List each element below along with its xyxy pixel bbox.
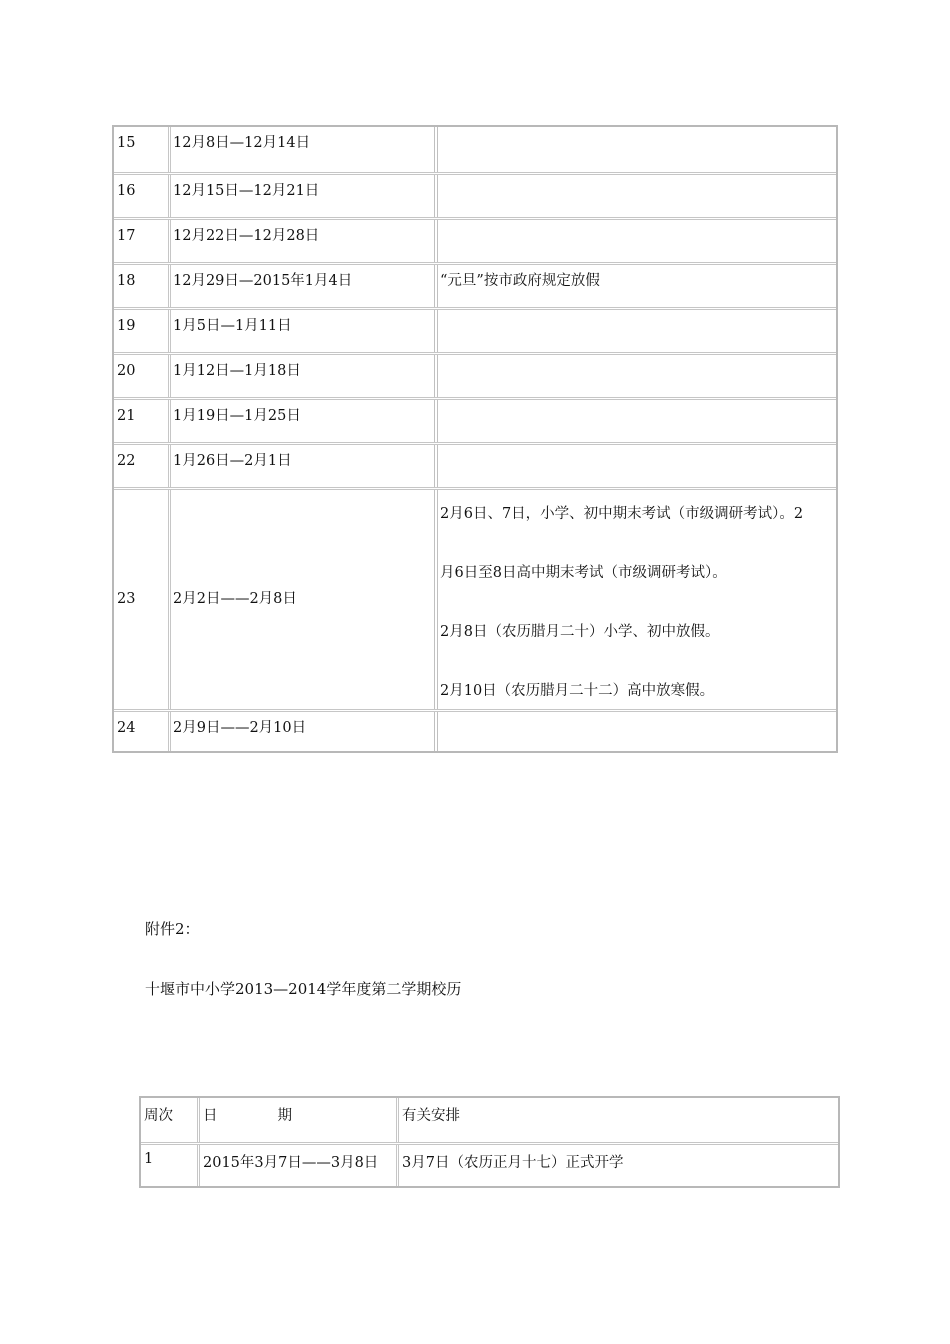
arrangement-cell: [438, 400, 836, 442]
week-number-cell: 1: [141, 1145, 200, 1186]
calendar-table-first-semester: [112, 125, 838, 753]
table-row: [114, 127, 836, 172]
week-number-cell: 21: [114, 400, 171, 442]
arrangement-line: 月6日至8日高中期末考试（市级调研考试）。: [440, 565, 727, 581]
table-row: [114, 397, 836, 442]
date-range-cell: 1月26日—2月1日: [171, 445, 438, 487]
arrangement-cell: [438, 712, 836, 751]
table-row: [114, 217, 836, 262]
appendix-label: 附件2：: [145, 920, 200, 938]
arrangement-line: 2月8日（农历腊月二十）小学、初中放假。: [440, 624, 720, 640]
arrangement-cell: [438, 127, 836, 172]
week-number-cell: 24: [114, 712, 171, 751]
date-range-cell: 12月15日—12月21日: [171, 175, 438, 217]
arrangement-line: 2月6日、7日，小学、初中期末考试（市级调研考试）。2: [440, 506, 804, 522]
date-range-cell: 2015年3月7日——3月8日: [200, 1145, 399, 1186]
week-number-cell: 15: [114, 127, 171, 172]
arrangement-cell: 3月7日（农历正月十七）正式开学: [402, 1155, 624, 1171]
table-row: [114, 487, 836, 709]
week-number-text: 23: [117, 590, 136, 607]
header-date-char-1: 日: [203, 1108, 218, 1124]
arrangement-cell: “元旦”按市政府规定放假: [440, 273, 600, 289]
arrangement-line: 2月10日（农历腊月二十二）高中放寒假。: [440, 683, 715, 699]
table-row: [114, 709, 836, 751]
date-range-text: 2月2日——2月8日: [173, 590, 297, 607]
week-number-cell: 17: [114, 220, 171, 262]
date-range-cell: 2月9日——2月10日: [171, 712, 438, 751]
arrangement-cell: [438, 355, 836, 397]
date-range-cell: 1月12日—1月18日: [171, 355, 438, 397]
week-number-cell: 19: [114, 310, 171, 352]
date-range-cell: 12月22日—12月28日: [171, 220, 438, 262]
table-row: [114, 442, 836, 487]
arrangement-cell: [438, 220, 836, 262]
table-header-row: [141, 1098, 838, 1142]
date-range-cell: 12月8日—12月14日: [171, 127, 438, 172]
calendar-table-second-semester: [139, 1096, 840, 1188]
calendar-title: 十堰市中小学2013—2014学年度第二学期校历: [145, 980, 462, 998]
table-row: [114, 172, 836, 217]
arrangement-cell: [438, 175, 836, 217]
arrangement-cell: [438, 490, 836, 709]
header-date: [200, 1098, 399, 1142]
week-number-cell: 18: [114, 265, 171, 307]
date-range-cell: 1月5日—1月11日: [171, 310, 438, 352]
date-range-cell: 12月29日—2015年1月4日: [171, 265, 438, 307]
table-row: [114, 307, 836, 352]
week-number-cell: [114, 490, 171, 709]
table-row: [114, 262, 836, 307]
table-row: [141, 1142, 838, 1186]
arrangement-cell: [438, 445, 836, 487]
date-range-cell: 1月19日—1月25日: [171, 400, 438, 442]
header-week: 周次: [141, 1098, 200, 1142]
week-number-cell: 16: [114, 175, 171, 217]
date-range-cell: [171, 490, 438, 709]
week-number-cell: 22: [114, 445, 171, 487]
header-date-char-2: 期: [277, 1108, 292, 1124]
table-row: [114, 352, 836, 397]
week-number-cell: 20: [114, 355, 171, 397]
header-arrangement: 有关安排: [402, 1108, 460, 1124]
arrangement-cell: [438, 310, 836, 352]
